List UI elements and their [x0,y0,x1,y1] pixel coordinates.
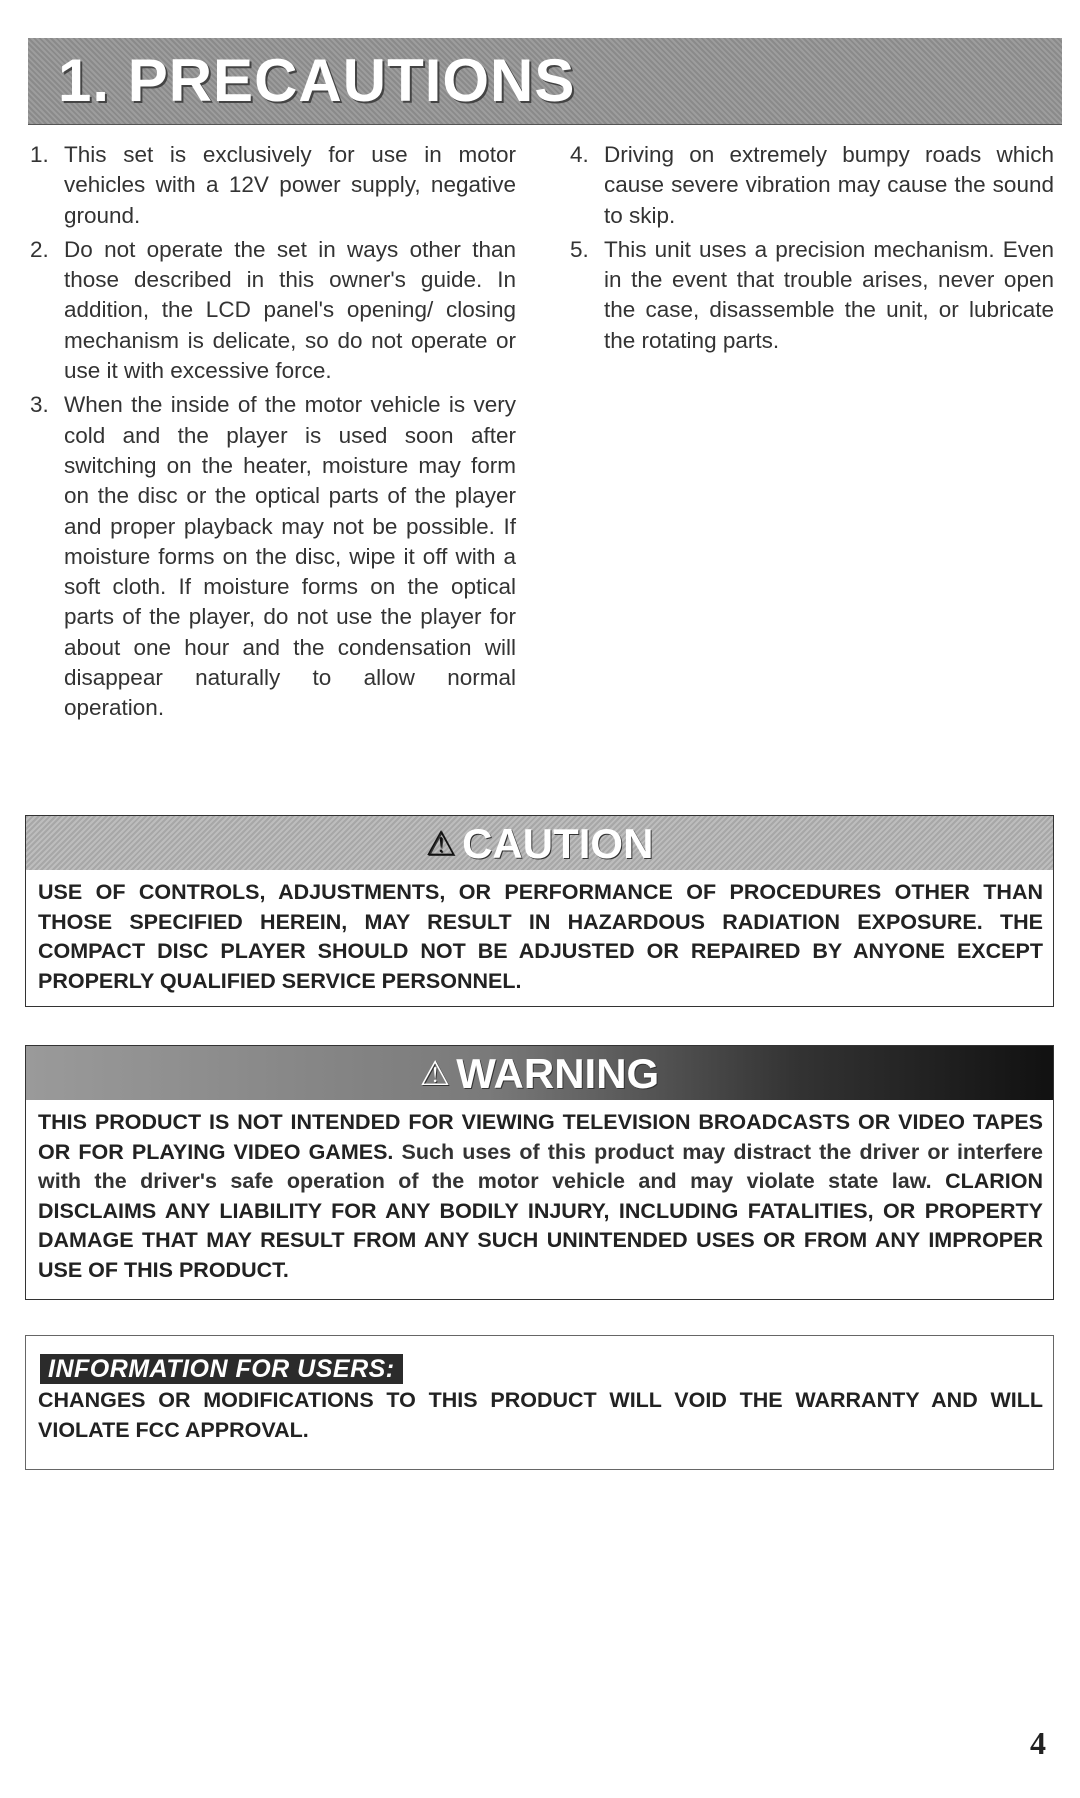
list-item [30,140,516,231]
precautions-right-column [570,140,1054,360]
warning-text-caps-2: CLARION DISCLAIMS ANY LIABILITY FOR ANY BODILY INJURY, INCLUDING FATALITIES, OR PROPERTY DAMAGE THAT MAY RESULT FROM ANY SUCH UNINTENDED USES OR FROM ANY IMPROPER USE OF THIS PRODUCT. [38,1169,1043,1282]
caution-header [26,816,1053,870]
precautions-list [30,140,516,724]
warning-triangle-icon: ⚠ [419,1055,451,1093]
list-item [30,390,516,723]
page-title: 1. PRECAUTIONS [58,47,576,114]
information-box [25,1335,1054,1470]
warning-triangle-icon: ⚠ [425,825,457,863]
warning-header [26,1046,1053,1100]
page-number: 4 [1030,1725,1046,1761]
list-item-number: 4. [570,142,589,167]
caution-title: CAUTION [462,820,654,867]
list-item-number: 3. [30,392,49,418]
warning-text-normal: Such uses of this product may distract the driver or interfere with the driver's safe operation of the motor vehicle and may violate state law. [38,1139,1043,1193]
list-item-text: This set is exclusively for use in motor vehicles with a 12V power supply, negative ground. [64,142,516,228]
information-text: CHANGES OR MODIFICATIONS TO THIS PRODUCT WILL VOID THE WARRANTY AND WILL VIOLATE FCC APPROVAL. [38,1388,1043,1442]
list-item-number: 2. [30,236,49,262]
list-item [570,140,1054,231]
list-item-number: 5. [570,236,589,262]
information-label: INFORMATION FOR USERS: [40,1354,403,1384]
caution-text: USE OF CONTROLS, ADJUSTMENTS, OR PERFORMANCE OF PROCEDURES OTHER THAN THOSE SPECIFIED HEREIN, MAY RESULT IN HAZARDOUS RADIATION EXPOSURE. THE COMPACT DISC PLAYER SHOULD NOT BE ADJUSTED OR REPAIRED BY ANYONE EXCEPT PROPERLY QUALIFIED SERVICE PERSONNEL. [38,880,1043,993]
warning-text [26,1100,1053,1297]
warning-box [25,1045,1054,1300]
list-item-text: Do not operate the set in ways other than those described in this owner's guide. In addition, the LCD panel's opening/ closing mechanism is delicate, so do not operate or use it with excessive force. [64,236,516,384]
precautions-left-column [30,140,516,728]
list-item-text: When the inside of the motor vehicle is very cold and the player is used soon after switching on the heater, moisture may form on the disc or the optical parts of the player and proper playback may not be possible. If moisture forms on the disc, wipe it off with a soft cloth. If moisture forms on the optical parts of the player, do not use the player for about one hour and the condensation will disappear naturally to allow normal operation. [64,392,516,721]
precautions-list [570,140,1054,356]
list-item [30,235,516,386]
list-item-text: Driving on extremely bumpy roads which cause severe vibration may cause the sound to skip. [604,142,1054,228]
warning-text-caps: THIS PRODUCT IS NOT INTENDED FOR VIEWING TELEVISION BROADCASTS OR VIDEO TAPES OR FOR PLAYING VIDEO GAMES. [38,1110,1043,1164]
warning-title: WARNING [456,1050,660,1097]
list-item-text: This unit uses a precision mechanism. Even in the event that trouble arises, never open the case, disassemble the unit, or lubricate the rotating parts. [604,236,1054,353]
caution-box [25,815,1054,1007]
section-title-bar [28,38,1062,125]
list-item [570,235,1054,356]
list-item-number: 1. [30,142,49,167]
